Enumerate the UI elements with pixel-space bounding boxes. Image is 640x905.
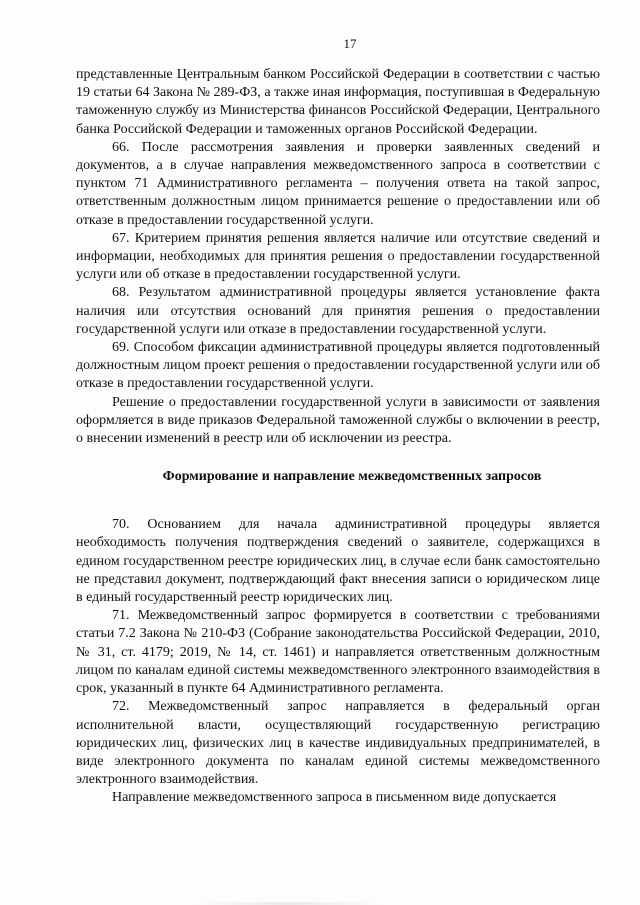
paragraph-written-request: Направление межведомственного запроса в письменном виде допускается <box>112 790 557 806</box>
paragraph-68: 68. Результатом административной процедуры является установление факта наличия или отсутствия оснований для принятия решения о предоставлении государственной услуги или отказе в предоставлении государственной услуги. <box>76 285 600 337</box>
paragraph-69: 69. Способом фиксации административной процедуры является подготовленный должностным лицом проект решения о предоставлении государственной услуги или об отказе в предоставлении государственной услуги. <box>76 340 600 392</box>
paragraph-70: 70. Основанием для начала административной процедуры является необходимость получения подтверждения сведений о заявителе, содержащихся в едином государственном реестре юридических лиц, в случае если банк самостоятельно не представил документ, подтверждающий факт внесения записи о юридическом лице в единый государственный реестр юридических лиц. <box>76 517 600 606</box>
page-number: 17 <box>343 36 357 51</box>
paragraph-continuation: представленные Центральным банком Российской Федерации в соответствии с частью 19 статьи 64 Закона № 289-ФЗ, а также иная информация, поступившая в Федеральную таможенную службу из Министерства финансов Российской Федерации, Центрального банка Российской Федерации и таможенных органов Российской Федерации. <box>76 67 600 137</box>
paragraph-67: 67. Критерием принятия решения является наличие или отсутствие сведений и информации, необходимых для принятия решения о предоставлении государственной услуги или об отказе в предоставлении государственной услуги. <box>76 230 600 283</box>
section-heading: Формирование и направление межведомственных запросов <box>162 469 542 485</box>
body-text-bottom <box>76 516 600 807</box>
paragraph-71: 71. Межведомственный запрос формируется в соответствии с требованиями статьи 7.2 Закона № 210-ФЗ (Собрание законодательства Российской Федерации, 2010, № 31, ст. 4179; 2019, № 14, ст. 1461) и направляется ответственным должностным лицом по каналам единой системы межведомственного электронного взаимодействия в срок, указанный в пункте 64 Административного регламента. <box>76 608 600 697</box>
paragraph-72: 72. Межведомственный запрос направляется в федеральный орган исполнительной власти, осуществляющий государственную регистрацию юридических лиц, физических лиц в качестве индивидуальных предпринимателей, в виде электронного документа по каналам единой системы межведомственного электронного взаимодействия. <box>76 699 600 788</box>
body-text-top <box>76 66 600 448</box>
paragraph-66: 66. После рассмотрения заявления и проверки заявленных сведений и документов, а в случае направления межведомственного запроса в соответствии с пунктом 71 Административного регламента – получения ответа на такой запрос, ответственным должностным лицом принимается решение о предоставлении или об отказе в предоставлении государственной услуги. <box>76 139 600 228</box>
paragraph-decision: Решение о предоставлении государственной услуги в зависимости от заявления оформляется в виде приказов Федеральной таможенной службы о включении в реестр, о внесении изменений в реестр или об исключении из реестра. <box>76 394 600 447</box>
